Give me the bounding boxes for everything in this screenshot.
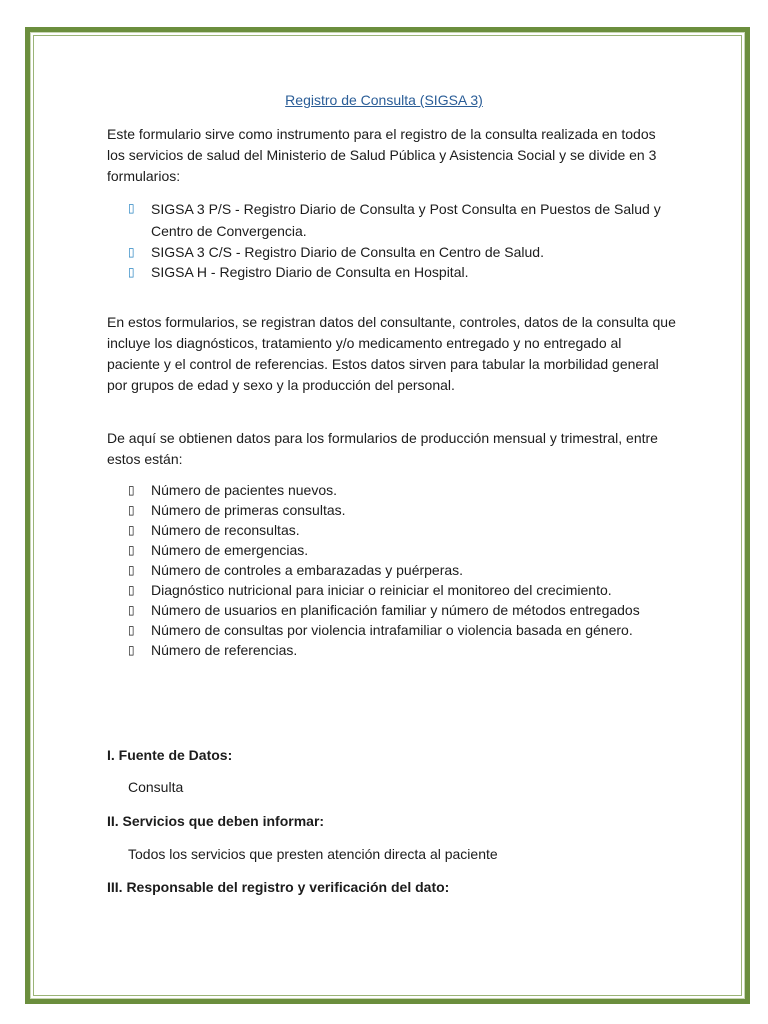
- list-item: [128, 560, 668, 580]
- section-text-fuente: Consulta: [128, 779, 184, 795]
- bullet-icon: ▯: [128, 643, 135, 657]
- bullet-icon: ▯: [128, 201, 135, 215]
- list-item-text: Número de referencias.: [151, 642, 298, 658]
- list-item: [128, 480, 668, 500]
- document-title: Registro de Consulta (SIGSA 3): [285, 92, 483, 108]
- list-item-text: Número de pacientes nuevos.: [151, 482, 337, 498]
- list-item: [128, 520, 668, 540]
- list-item: [128, 600, 668, 620]
- list-item-text: Número de usuarios en planificación familiar y número de métodos entregados: [151, 602, 640, 618]
- bullet-icon: ▯: [128, 265, 135, 279]
- list-item-text: Número de controles a embarazadas y puérperas.: [151, 562, 464, 578]
- body-paragraph-3: De aquí se obtienen datos para los formularios de producción mensual y trimestral, entre estos están:: [107, 430, 658, 467]
- bullet-icon: ▯: [128, 603, 135, 617]
- section-heading-fuente: I. Fuente de Datos:: [107, 747, 233, 763]
- list-item: [128, 262, 668, 282]
- bullet-icon: ▯: [128, 623, 135, 637]
- bullet-icon: ▯: [128, 563, 135, 577]
- bullet-icon: ▯: [128, 523, 135, 537]
- section-text-servicios: Todos los servicios que presten atención directa al paciente: [128, 846, 498, 862]
- bullet-icon: ▯: [128, 483, 135, 497]
- intro-paragraph: Este formulario sirve como instrumento para el registro de la consulta realizada en todos los servicios de salud del Ministerio de Salud Pública y Asistencia Social y se divide en 3 formularios:: [107, 126, 657, 184]
- list-item-text: Número de consultas por violencia intrafamiliar o violencia basada en género.: [151, 622, 633, 638]
- bullet-icon: ▯: [128, 543, 135, 557]
- list-item-text: SIGSA H - Registro Diario de Consulta en Hospital.: [151, 264, 469, 280]
- forms-list: [128, 198, 668, 282]
- data-items-list: [128, 480, 668, 660]
- list-item-text: Número de reconsultas.: [151, 522, 300, 538]
- body-paragraph-2: En estos formularios, se registran datos del consultante, controles, datos de la consulta que incluye los diagnósticos, tratamiento y/o medicamento entregado y no entregado al paciente y el control de referencias. Estos datos sirven para tabular la morbilidad general por grupos de edad y sexo y la producción del personal.: [107, 314, 676, 393]
- bullet-icon: ▯: [128, 583, 135, 597]
- list-item-text: Número de emergencias.: [151, 542, 309, 558]
- section-heading-servicios: II. Servicios que deben informar:: [107, 813, 325, 829]
- section-heading-responsable: III. Responsable del registro y verificación del dato:: [107, 879, 450, 895]
- list-item: [128, 242, 668, 262]
- list-item: [128, 640, 668, 660]
- list-item: [128, 540, 668, 560]
- list-item: [128, 580, 668, 600]
- list-item-text: SIGSA 3 P/S - Registro Diario de Consulta y Post Consulta en Puestos de Salud y Centro de Convergencia.: [151, 201, 661, 239]
- bullet-icon: ▯: [128, 503, 135, 517]
- list-item: [128, 620, 668, 640]
- list-item: [128, 500, 668, 520]
- list-item-text: Diagnóstico nutricional para iniciar o reiniciar el monitoreo del crecimiento.: [151, 582, 612, 598]
- list-item: [128, 198, 668, 242]
- list-item-text: SIGSA 3 C/S - Registro Diario de Consulta en Centro de Salud.: [151, 244, 544, 260]
- list-item-text: Número de primeras consultas.: [151, 502, 346, 518]
- bullet-icon: ▯: [128, 245, 135, 259]
